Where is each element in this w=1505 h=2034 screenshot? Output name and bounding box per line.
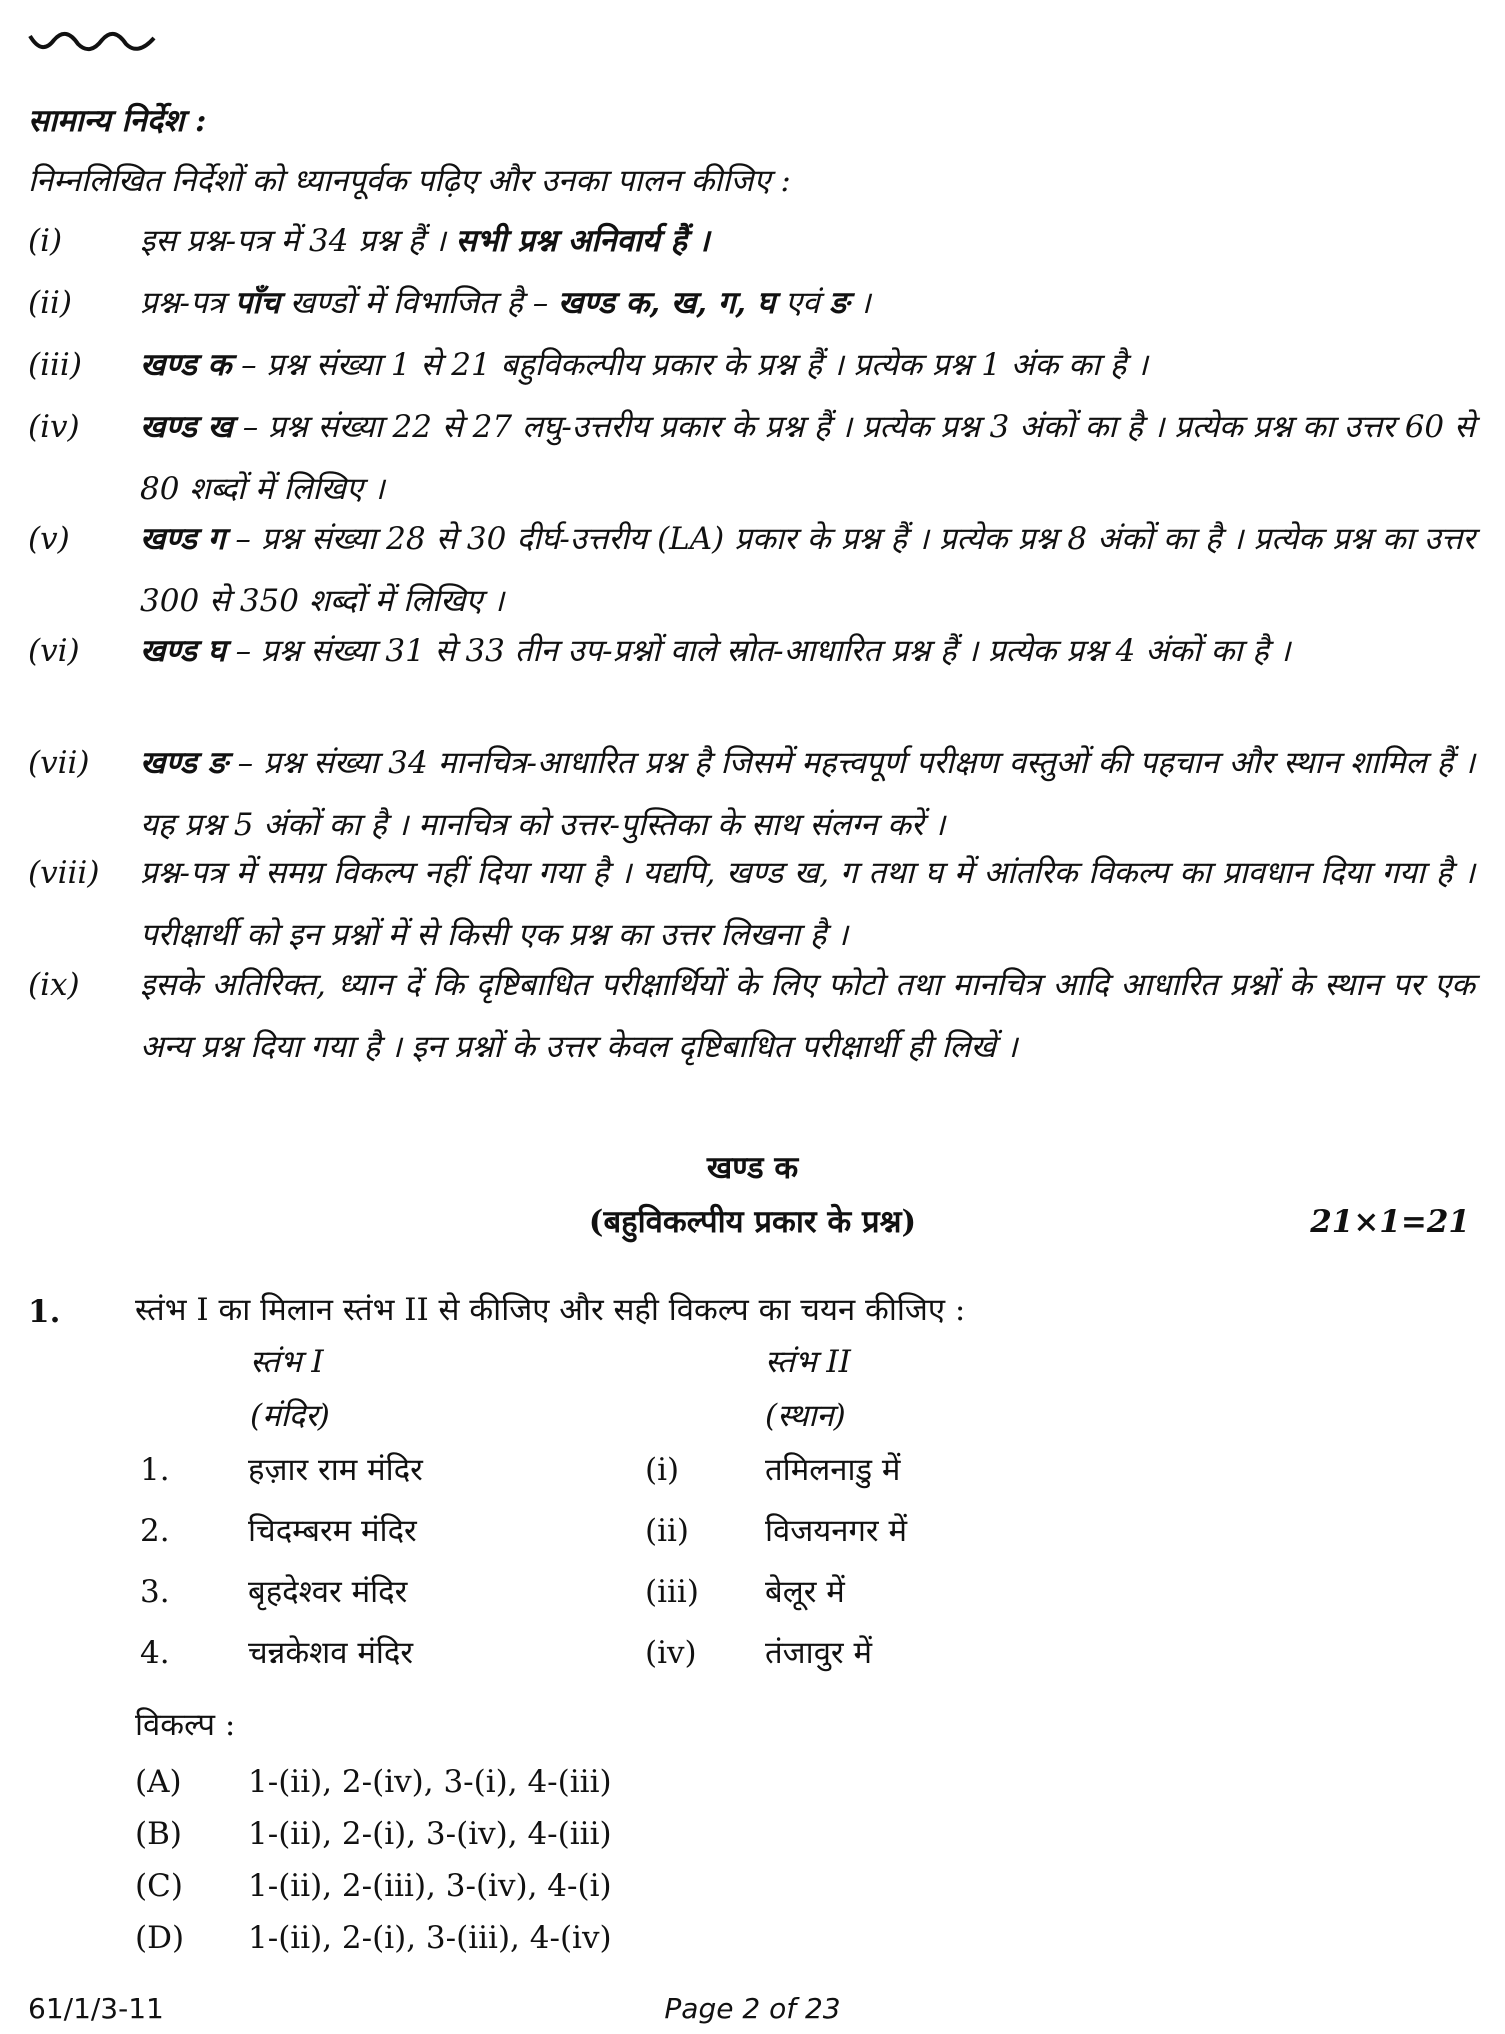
instruction-label: (vi) [28,633,80,669]
option-label: (B) [135,1816,182,1852]
instruction-text-part: खण्ड क, ख, ग, घ [558,285,776,321]
column-1-subheader: (मंदिर) [250,1398,330,1434]
instruction-text-part: । [849,285,871,321]
temple-name: बृहदेश्वर मंदिर [248,1574,408,1610]
place-numeral: (ii) [645,1513,690,1549]
options-label: विकल्प : [135,1707,236,1743]
temple-name: चन्नकेशव मंदिर [248,1635,414,1671]
general-instructions-heading: सामान्य निर्देश : [28,103,207,139]
instruction-text-part: इसके अतिरिक्त, ध्यान दें कि दृष्टिबाधित परीक्षार्थियों के लिए फोटो तथा मानचित्र आदि आधारित प्रश्नों के स्थान पर एक अन्य प्रश्न दिया गया है । इन प्रश्नों के उत्तर केवल दृष्टिबाधित परीक्षार्थी ही लिखें । [140,967,1475,1065]
instruction-text-part: ङ [829,285,850,321]
instruction-text-part: – प्रश्न संख्या 22 से 27 लघु-उत्तरीय प्रकार के प्रश्न हैं । प्रत्येक प्रश्न 3 अंकों का है । प्रत्येक प्रश्न का उत्तर 60 से 80 शब्दों में लिखिए । [140,409,1475,507]
instruction-label: (i) [28,223,63,259]
instruction-text [140,508,1475,632]
row-number: 1. [140,1452,170,1488]
place-name: विजयनगर में [765,1513,907,1549]
temple-name: हज़ार राम मंदिर [248,1452,423,1488]
instruction-text-part: एवं [775,285,830,321]
option-label: (C) [135,1868,183,1904]
row-number: 3. [140,1574,170,1610]
instruction-label: (viii) [28,855,100,891]
instruction-text-part: खण्ड घ [140,633,226,669]
instruction-text [140,842,1475,966]
option-text: 1-(ii), 2-(iii), 3-(iv), 4-(i) [248,1868,612,1904]
instruction-text-part: खण्ड ख [140,409,233,445]
instruction-label: (iv) [28,409,80,445]
instruction-text-part: इस प्रश्न-पत्र में 34 प्रश्न हैं । [140,223,456,259]
row-number: 4. [140,1635,170,1671]
temple-name: चिदम्बरम मंदिर [248,1513,417,1549]
place-numeral: (i) [645,1452,680,1488]
wave-decoration-icon [28,30,158,54]
place-name: बेलूर में [765,1574,845,1610]
instruction-text-part: खण्ड ग [140,521,226,557]
section-title: खण्ड क [706,1150,799,1186]
instruction-text-part: खण्ड ङ [140,745,228,781]
instruction-label: (iii) [28,347,82,383]
place-name: तंजावुर में [765,1635,873,1671]
row-number: 2. [140,1513,170,1549]
instruction-text [140,210,1475,272]
instruction-text-part: – प्रश्न संख्या 28 से 30 दीर्घ-उत्तरीय (LA) प्रकार के प्रश्न हैं । प्रत्येक प्रश्न 8 अंकों का है । प्रत्येक प्रश्न का उत्तर 300 से 350 शब्दों में लिखिए । [140,521,1475,619]
place-name: तमिलनाडु में [765,1452,901,1488]
column-2-subheader: (स्थान) [765,1398,846,1434]
option-label: (A) [135,1764,182,1800]
question-number: 1. [28,1294,61,1330]
instruction-text [140,954,1475,1078]
instruction-text-part: पाँच [234,285,280,321]
instructions-intro: निम्नलिखित निर्देशों को ध्यानपूर्वक पढ़िए और उनका पालन कीजिए : [28,163,791,199]
column-1-header: स्तंभ I [250,1344,324,1380]
instruction-text-part: खण्डों में विभाजित है – [279,285,559,321]
instruction-text-part: – प्रश्न संख्या 1 से 21 बहुविकल्पीय प्रकार के प्रश्न हैं । प्रत्येक प्रश्न 1 अंक का है । [231,347,1148,383]
instruction-text [140,272,1475,334]
instruction-text-part: प्रश्न-पत्र [140,285,235,321]
option-label: (D) [135,1920,185,1956]
column-2-header: स्तंभ II [765,1344,851,1380]
instruction-text [140,620,1475,682]
instruction-text [140,732,1475,856]
option-text: 1-(ii), 2-(iv), 3-(i), 4-(iii) [248,1764,612,1800]
place-numeral: (iv) [645,1635,697,1671]
question-text: स्तंभ I का मिलान स्तंभ II से कीजिए और सही विकल्प का चयन कीजिए : [135,1292,966,1328]
instruction-label: (ix) [28,967,80,1003]
instruction-label: (v) [28,521,70,557]
instruction-text-part: खण्ड क [140,347,232,383]
section-marks: 21×1=21 [1310,1204,1470,1240]
place-numeral: (iii) [645,1574,699,1610]
page-number: Page 2 of 23 [664,1992,841,2025]
instruction-label: (vii) [28,745,90,781]
instruction-text [140,334,1475,396]
instruction-text-part: प्रश्न-पत्र में समग्र विकल्प नहीं दिया गया है । यद्यपि, खण्ड ख, ग तथा घ में आंतरिक विकल्प का प्रावधान दिया गया है । परीक्षार्थी को इन प्रश्नों में से किसी एक प्रश्न का उत्तर लिखना है । [140,855,1475,953]
option-text: 1-(ii), 2-(i), 3-(iv), 4-(iii) [248,1816,612,1852]
section-subtitle: (बहुविकल्पीय प्रकार के प्रश्न) [588,1204,917,1240]
instruction-text-part: – प्रश्न संख्या 34 मानचित्र-आधारित प्रश्न है जिसमें महत्त्वपूर्ण परीक्षण वस्तुओं की पहचान और स्थान शामिल हैं । यह प्रश्न 5 अंकों का है । मानचित्र को उत्तर-पुस्तिका के साथ संलग्न करें । [140,745,1475,843]
instruction-text-part: – प्रश्न संख्या 31 से 33 तीन उप-प्रश्नों वाले स्रोत-आधारित प्रश्न हैं । प्रत्येक प्रश्न 4 अंकों का है । [225,633,1291,669]
instruction-text-part: सभी प्रश्न अनिवार्य हैं । [455,223,710,259]
paper-code: 61/1/3-11 [28,1992,164,2025]
option-text: 1-(ii), 2-(i), 3-(iii), 4-(iv) [248,1920,612,1956]
instruction-label: (ii) [28,285,73,321]
instruction-text [140,396,1475,520]
